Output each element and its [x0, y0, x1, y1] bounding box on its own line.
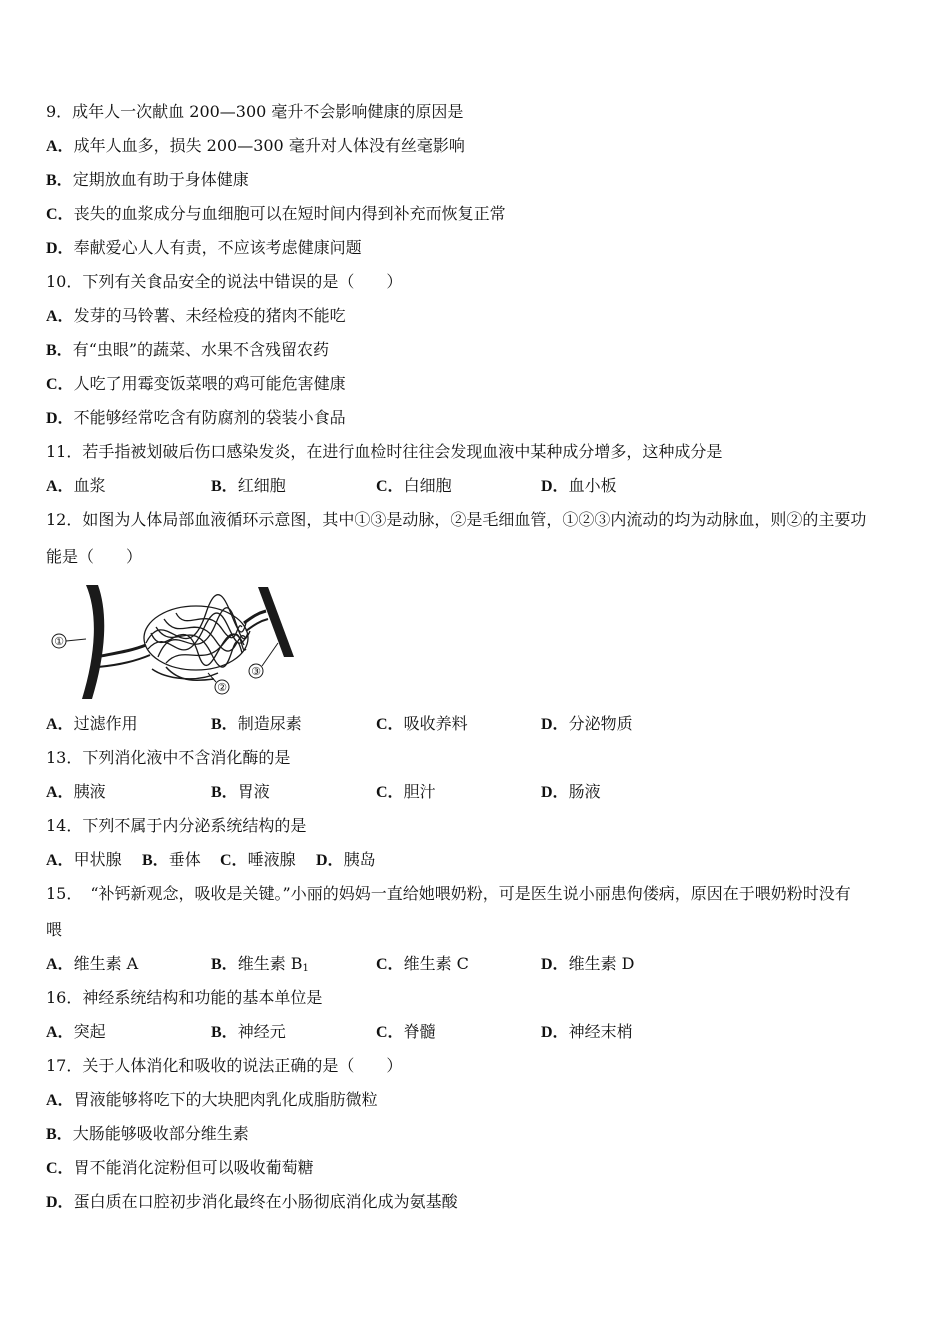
- question-15-option-b: B．维生素 $B_1$: [211, 954, 309, 974]
- question-14-option-d: D．胰岛: [316, 850, 376, 869]
- question-16-option-b: B．神经元: [211, 1022, 286, 1041]
- question-15-option-c: C．维生素 C: [376, 954, 469, 973]
- question-13-option-a: A．胰液: [46, 782, 106, 801]
- question-15-option-a: A．维生素 A: [46, 954, 139, 973]
- question-12-stem-continued: 能是（ ）: [46, 547, 143, 566]
- question-10-option-a: A．发芽的马铃薯、未经检疫的猪肉不能吃: [46, 306, 346, 325]
- question-15-stem: 15． “补钙新观念，吸收是关键。”小丽的妈妈一直给她喂奶粉，可是医生说小丽患佝偻病，原因在于喂奶粉时没有: [46, 884, 851, 903]
- question-12-option-b: B．制造尿素: [211, 714, 302, 733]
- question-12-option-d: D．分泌物质: [541, 714, 633, 733]
- question-10-option-d: D．不能够经常吃含有防腐剂的袋装小食品: [46, 408, 346, 427]
- question-13-option-d: D．肠液: [541, 782, 601, 801]
- label-3: ③: [251, 665, 261, 678]
- question-14-option-c: C．唾液腺: [220, 850, 296, 869]
- question-16-option-d: D．神经末梢: [541, 1022, 633, 1041]
- question-14-option-a: A．甲状腺: [46, 850, 122, 869]
- question-11-option-c: C．白细胞: [376, 476, 452, 495]
- question-12-stem: 12．如图为人体局部血液循环示意图，其中①③是动脉，②是毛细血管，①②③内流动的均为动脉血，则②的主要功: [46, 510, 867, 529]
- blood-circulation-diagram: [46, 583, 296, 701]
- question-14-option-b: B．垂体: [142, 850, 201, 869]
- question-16-option-c: C．脊髓: [376, 1022, 436, 1041]
- capillary-network: [144, 595, 250, 670]
- question-9-option-b: B．定期放血有助于身体健康: [46, 170, 249, 189]
- label-2: ②: [217, 681, 227, 694]
- question-10-option-c: C．人吃了用霉变饭菜喂的鸡可能危害健康: [46, 374, 346, 393]
- question-9-option-c: C．丧失的血浆成分与血细胞可以在短时间内得到补充而恢复正常: [46, 204, 506, 223]
- question-11-stem: 11．若手指被划破后伤口感染发炎，在进行血检时往往会发现血液中某种成分增多，这种成分是: [46, 442, 723, 461]
- question-15-stem-continued: 喂: [46, 920, 63, 939]
- artery-1-vessel: [82, 585, 104, 699]
- question-13-option-c: C．胆汁: [376, 782, 436, 801]
- question-11-option-b: B．红细胞: [211, 476, 286, 495]
- question-17-option-a: A．胃液能够将吃下的大块肥肉乳化成脂肪微粒: [46, 1090, 378, 1109]
- label-1: ①: [54, 635, 64, 648]
- question-14-stem: 14．下列不属于内分泌系统结构的是: [46, 816, 307, 835]
- question-10-stem: 10．下列有关食品安全的说法中错误的是（ ）: [46, 272, 403, 291]
- question-13-option-b: B．胃液: [211, 782, 270, 801]
- question-16-option-a: A．突起: [46, 1022, 106, 1041]
- question-11-option-a: A．血浆: [46, 476, 106, 495]
- question-13-stem: 13．下列消化液中不含消化酶的是: [46, 748, 291, 767]
- question-11-option-d: D．血小板: [541, 476, 617, 495]
- question-17-option-c: C．胃不能消化淀粉但可以吸收葡萄糖: [46, 1158, 314, 1177]
- question-17-option-d: D．蛋白质在口腔初步消化最终在小肠彻底消化成为氨基酸: [46, 1192, 458, 1211]
- question-17-stem: 17．关于人体消化和吸收的说法正确的是（ ）: [46, 1056, 403, 1075]
- question-9-option-a: A．成年人血多，损失 200—300 毫升对人体没有丝毫影响: [46, 136, 465, 155]
- question-12-option-a: A．过滤作用: [46, 714, 138, 733]
- question-10-option-b: B．有“虫眼”的蔬菜、水果不含残留农药: [46, 340, 330, 359]
- question-17-option-b: B．大肠能够吸收部分维生素: [46, 1124, 249, 1143]
- question-9-stem: 9．成年人一次献血 200—300 毫升不会影响健康的原因是: [46, 102, 464, 121]
- question-16-stem: 16．神经系统结构和功能的基本单位是: [46, 988, 323, 1007]
- question-15-option-d: D．维生素 D: [541, 954, 635, 973]
- question-12-option-c: C．吸收养料: [376, 714, 468, 733]
- question-9-option-d: D．奉献爱心人人有责，不应该考虑健康问题: [46, 238, 362, 257]
